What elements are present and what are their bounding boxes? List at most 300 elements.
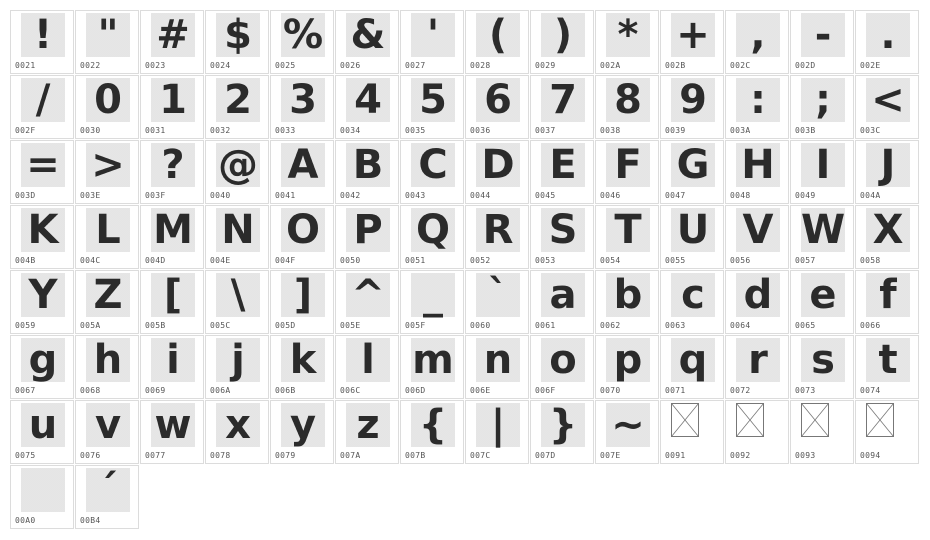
- glyph-cell[interactable]: [400, 335, 464, 399]
- glyph-preview: [346, 78, 390, 122]
- glyph-code: 003D: [15, 191, 36, 200]
- glyph-code: 0021: [15, 61, 36, 70]
- glyph-cell[interactable]: [790, 335, 854, 399]
- glyph-code: 002B: [665, 61, 686, 70]
- glyph-cell[interactable]: [725, 400, 789, 464]
- glyph-char: Z: [93, 272, 123, 318]
- glyph-preview: [151, 143, 195, 187]
- glyph-preview: [736, 338, 780, 382]
- glyph-code: 0056: [730, 256, 751, 265]
- glyph-cell[interactable]: [75, 270, 139, 334]
- glyph-cell[interactable]: [465, 75, 529, 139]
- glyph-cell[interactable]: [400, 75, 464, 139]
- glyph-cell[interactable]: [10, 140, 74, 204]
- glyph-code: 0025: [275, 61, 296, 70]
- glyph-char: u: [28, 402, 58, 448]
- glyph-cell[interactable]: [465, 10, 529, 74]
- glyph-code: 0040: [210, 191, 231, 200]
- glyph-code: 0044: [470, 191, 491, 200]
- glyph-cell[interactable]: [140, 10, 204, 74]
- glyph-preview: [476, 273, 520, 317]
- glyph-char: l: [361, 337, 375, 383]
- glyph-cell[interactable]: [270, 205, 334, 269]
- glyph-preview: [801, 143, 845, 187]
- glyph-preview: [281, 338, 325, 382]
- glyph-preview: [86, 78, 130, 122]
- glyph-char: X: [872, 207, 904, 253]
- glyph-preview: [86, 468, 130, 512]
- glyph-code: 0051: [405, 256, 426, 265]
- glyph-preview: [606, 403, 650, 447]
- glyph-preview: [866, 143, 910, 187]
- glyph-code: 0053: [535, 256, 556, 265]
- glyph-cell[interactable]: [660, 400, 724, 464]
- glyph-code: 0022: [80, 61, 101, 70]
- glyph-code: 0069: [145, 386, 166, 395]
- glyph-cell[interactable]: [205, 140, 269, 204]
- glyph-cell[interactable]: [595, 205, 659, 269]
- glyph-code: 0073: [795, 386, 816, 395]
- glyph-cell[interactable]: [855, 140, 919, 204]
- glyph-preview: [411, 78, 455, 122]
- glyph-cell[interactable]: [790, 75, 854, 139]
- glyph-cell[interactable]: [140, 140, 204, 204]
- glyph-cell[interactable]: [335, 10, 399, 74]
- glyph-code: 006B: [275, 386, 296, 395]
- glyph-code: 005B: [145, 321, 166, 330]
- glyph-code: 0070: [600, 386, 621, 395]
- glyph-char: <: [871, 77, 905, 123]
- glyph-char: _: [423, 272, 443, 318]
- glyph-preview: [21, 338, 65, 382]
- glyph-preview: [541, 13, 585, 57]
- glyph-code: 0055: [665, 256, 686, 265]
- glyph-preview: [281, 78, 325, 122]
- glyph-preview: [21, 13, 65, 57]
- glyph-code: 0058: [860, 256, 881, 265]
- glyph-preview: [866, 78, 910, 122]
- glyph-preview: [736, 208, 780, 252]
- glyph-cell[interactable]: [140, 270, 204, 334]
- glyph-code: 0027: [405, 61, 426, 70]
- glyph-cell[interactable]: [790, 270, 854, 334]
- glyph-preview: [541, 143, 585, 187]
- glyph-cell[interactable]: [465, 400, 529, 464]
- glyph-code: 002F: [15, 126, 36, 135]
- glyph-cell[interactable]: [530, 335, 594, 399]
- glyph-cell[interactable]: [400, 205, 464, 269]
- glyph-char: p: [613, 337, 643, 383]
- glyph-code: 0094: [860, 451, 881, 460]
- glyph-char: d: [743, 272, 773, 318]
- glyph-cell[interactable]: [270, 75, 334, 139]
- glyph-char: I: [815, 142, 831, 188]
- glyph-char: +: [676, 12, 710, 58]
- glyph-cell[interactable]: [335, 270, 399, 334]
- glyph-char: =: [26, 142, 60, 188]
- glyph-char: ~: [611, 402, 645, 448]
- glyph-cell[interactable]: [595, 10, 659, 74]
- glyph-cell[interactable]: [75, 10, 139, 74]
- glyph-char: 6: [484, 77, 512, 123]
- glyph-code: 0037: [535, 126, 556, 135]
- glyph-cell[interactable]: [10, 270, 74, 334]
- glyph-char: ,: [750, 12, 766, 58]
- glyph-code: 0045: [535, 191, 556, 200]
- glyph-cell[interactable]: [595, 140, 659, 204]
- glyph-code: 0049: [795, 191, 816, 200]
- glyph-char: z: [356, 402, 380, 448]
- glyph-cell[interactable]: [205, 10, 269, 74]
- glyph-code: 0034: [340, 126, 361, 135]
- glyph-cell[interactable]: [10, 10, 74, 74]
- glyph-char: f: [879, 272, 897, 318]
- glyph-cell[interactable]: [140, 335, 204, 399]
- glyph-preview: [541, 273, 585, 317]
- glyph-preview: [86, 273, 130, 317]
- glyph-preview: [606, 273, 650, 317]
- glyph-code: 007E: [600, 451, 621, 460]
- glyph-code: 0032: [210, 126, 231, 135]
- glyph-cell[interactable]: [10, 75, 74, 139]
- glyph-code: 002D: [795, 61, 816, 70]
- glyph-code: 0047: [665, 191, 686, 200]
- glyph-code: 006A: [210, 386, 231, 395]
- glyph-preview: [151, 273, 195, 317]
- glyph-code: 0048: [730, 191, 751, 200]
- glyph-code: 0077: [145, 451, 166, 460]
- glyph-char: g: [28, 337, 58, 383]
- glyph-cell[interactable]: [725, 335, 789, 399]
- glyph-preview: [606, 208, 650, 252]
- glyph-cell[interactable]: [335, 400, 399, 464]
- glyph-cell[interactable]: [660, 335, 724, 399]
- glyph-cell[interactable]: [595, 400, 659, 464]
- glyph-preview: [21, 468, 65, 512]
- glyph-code: 005F: [405, 321, 426, 330]
- glyph-cell[interactable]: [465, 205, 529, 269]
- glyph-cell[interactable]: [465, 140, 529, 204]
- glyph-grid: [10, 10, 920, 530]
- glyph-preview: [281, 13, 325, 57]
- glyph-cell[interactable]: [790, 205, 854, 269]
- glyph-preview: [86, 13, 130, 57]
- glyph-char: $: [224, 12, 252, 58]
- glyph-code: 0050: [340, 256, 361, 265]
- glyph-preview: [411, 143, 455, 187]
- glyph-cell[interactable]: [205, 75, 269, 139]
- glyph-cell[interactable]: [725, 270, 789, 334]
- glyph-preview: [346, 208, 390, 252]
- glyph-preview: [21, 78, 65, 122]
- glyph-cell[interactable]: [10, 400, 74, 464]
- glyph-cell[interactable]: [140, 205, 204, 269]
- glyph-code: 007B: [405, 451, 426, 460]
- glyph-cell[interactable]: [530, 140, 594, 204]
- glyph-preview: [346, 403, 390, 447]
- glyph-char: W: [800, 207, 846, 253]
- glyph-char: 8: [614, 77, 642, 123]
- glyph-code: 0065: [795, 321, 816, 330]
- glyph-cell[interactable]: [660, 140, 724, 204]
- glyph-preview: [151, 338, 195, 382]
- glyph-char: ": [97, 12, 119, 58]
- glyph-preview: [411, 403, 455, 447]
- glyph-cell[interactable]: [335, 140, 399, 204]
- glyph-cell[interactable]: [530, 10, 594, 74]
- glyph-cell[interactable]: [855, 335, 919, 399]
- glyph-preview: [801, 208, 845, 252]
- glyph-cell[interactable]: [855, 75, 919, 139]
- glyph-cell[interactable]: [725, 10, 789, 74]
- glyph-code: 007C: [470, 451, 491, 460]
- glyph-preview: [86, 208, 130, 252]
- glyph-preview: [801, 13, 845, 57]
- glyph-preview: [671, 273, 715, 317]
- glyph-preview: [866, 13, 910, 57]
- glyph-cell[interactable]: [75, 465, 139, 529]
- glyph-code: 004F: [275, 256, 296, 265]
- glyph-code: 0038: [600, 126, 621, 135]
- glyph-cell[interactable]: [660, 75, 724, 139]
- glyph-code: 0042: [340, 191, 361, 200]
- glyph-code: 0067: [15, 386, 36, 395]
- glyph-cell[interactable]: [465, 270, 529, 334]
- glyph-preview: [216, 273, 260, 317]
- glyph-char: ': [426, 12, 440, 58]
- glyph-char: N: [221, 207, 255, 253]
- glyph-preview: [801, 338, 845, 382]
- glyph-code: 0071: [665, 386, 686, 395]
- glyph-preview: [411, 338, 455, 382]
- glyph-cell[interactable]: [400, 270, 464, 334]
- glyph-preview: [216, 403, 260, 447]
- glyph-cell[interactable]: [790, 10, 854, 74]
- glyph-cell[interactable]: [75, 75, 139, 139]
- glyph-preview: [476, 13, 520, 57]
- glyph-cell[interactable]: [10, 335, 74, 399]
- glyph-char: n: [483, 337, 513, 383]
- glyph-preview: [86, 403, 130, 447]
- glyph-cell[interactable]: [530, 270, 594, 334]
- glyph-cell[interactable]: [790, 400, 854, 464]
- glyph-code: 0029: [535, 61, 556, 70]
- glyph-code: 0033: [275, 126, 296, 135]
- glyph-preview: [86, 143, 130, 187]
- glyph-cell[interactable]: [595, 75, 659, 139]
- glyph-char: x: [225, 402, 251, 448]
- glyph-cell[interactable]: [335, 205, 399, 269]
- glyph-cell[interactable]: [465, 335, 529, 399]
- glyph-char: |: [490, 402, 506, 448]
- glyph-cell[interactable]: [725, 205, 789, 269]
- glyph-cell[interactable]: [725, 75, 789, 139]
- glyph-cell[interactable]: [335, 75, 399, 139]
- glyph-cell[interactable]: [205, 335, 269, 399]
- glyph-cell[interactable]: [140, 75, 204, 139]
- glyph-code: 004E: [210, 256, 231, 265]
- glyph-char: y: [289, 402, 317, 448]
- glyph-cell[interactable]: [595, 335, 659, 399]
- glyph-preview: [151, 403, 195, 447]
- missing-glyph-icon: [866, 403, 894, 437]
- glyph-char: v: [94, 402, 122, 448]
- glyph-cell[interactable]: [660, 205, 724, 269]
- glyph-char: J: [880, 142, 896, 188]
- glyph-code: 002E: [860, 61, 881, 70]
- glyph-code: 003E: [80, 191, 101, 200]
- glyph-char: #: [156, 12, 190, 58]
- glyph-preview: [216, 78, 260, 122]
- glyph-code: 007A: [340, 451, 361, 460]
- glyph-cell[interactable]: [660, 10, 724, 74]
- glyph-preview: [346, 143, 390, 187]
- glyph-preview: [541, 338, 585, 382]
- missing-glyph-icon: [671, 403, 699, 437]
- glyph-char: w: [154, 402, 192, 448]
- glyph-code: 0046: [600, 191, 621, 200]
- glyph-cell[interactable]: [270, 400, 334, 464]
- glyph-char: 4: [354, 77, 382, 123]
- glyph-cell[interactable]: [660, 270, 724, 334]
- glyph-char: `: [488, 272, 508, 318]
- glyph-char: e: [809, 272, 837, 318]
- glyph-cell[interactable]: [400, 400, 464, 464]
- glyph-cell[interactable]: [855, 205, 919, 269]
- glyph-char: t: [878, 337, 898, 383]
- glyph-code: 0035: [405, 126, 426, 135]
- glyph-cell[interactable]: [855, 400, 919, 464]
- glyph-cell[interactable]: [205, 270, 269, 334]
- glyph-char: r: [748, 337, 768, 383]
- glyph-char: ^: [351, 272, 385, 318]
- glyph-char: {: [418, 402, 448, 448]
- glyph-code: 0057: [795, 256, 816, 265]
- glyph-cell[interactable]: [205, 205, 269, 269]
- glyph-preview: [736, 143, 780, 187]
- glyph-code: 0076: [80, 451, 101, 460]
- glyph-code: 0078: [210, 451, 231, 460]
- glyph-char: *: [617, 12, 639, 58]
- glyph-char: B: [352, 142, 384, 188]
- glyph-char: [: [163, 272, 183, 318]
- glyph-char: o: [549, 337, 577, 383]
- glyph-cell[interactable]: [790, 140, 854, 204]
- glyph-cell[interactable]: [205, 400, 269, 464]
- glyph-cell[interactable]: [140, 400, 204, 464]
- glyph-preview: [671, 208, 715, 252]
- glyph-char: ): [553, 12, 573, 58]
- glyph-code: 0091: [665, 451, 686, 460]
- glyph-cell[interactable]: [400, 140, 464, 204]
- glyph-code: 006D: [405, 386, 426, 395]
- glyph-cell[interactable]: [75, 335, 139, 399]
- glyph-preview: [606, 13, 650, 57]
- glyph-cell[interactable]: [400, 10, 464, 74]
- glyph-code: 0039: [665, 126, 686, 135]
- glyph-cell[interactable]: [530, 400, 594, 464]
- glyph-cell[interactable]: [335, 335, 399, 399]
- glyph-preview: [736, 78, 780, 122]
- glyph-preview: [151, 13, 195, 57]
- glyph-char: !: [33, 12, 53, 58]
- glyph-code: 0043: [405, 191, 426, 200]
- glyph-cell[interactable]: [595, 270, 659, 334]
- glyph-preview: [216, 13, 260, 57]
- glyph-preview: [346, 13, 390, 57]
- glyph-code: 0030: [80, 126, 101, 135]
- glyph-code: 0023: [145, 61, 166, 70]
- glyph-cell[interactable]: [75, 140, 139, 204]
- glyph-code: 0031: [145, 126, 166, 135]
- glyph-code: 004B: [15, 256, 36, 265]
- glyph-code: 005D: [275, 321, 296, 330]
- glyph-preview: [671, 78, 715, 122]
- glyph-preview: [606, 78, 650, 122]
- glyph-cell[interactable]: [270, 10, 334, 74]
- glyph-code: 003C: [860, 126, 881, 135]
- glyph-cell[interactable]: [75, 400, 139, 464]
- glyph-char: K: [27, 207, 59, 253]
- glyph-char: G: [676, 142, 710, 188]
- glyph-char: h: [93, 337, 123, 383]
- glyph-code: 0059: [15, 321, 36, 330]
- glyph-preview: [216, 208, 260, 252]
- glyph-code: 007D: [535, 451, 556, 460]
- glyph-preview: [21, 143, 65, 187]
- glyph-preview: [21, 403, 65, 447]
- glyph-cell[interactable]: [530, 75, 594, 139]
- glyph-preview: [411, 273, 455, 317]
- glyph-preview: [346, 338, 390, 382]
- glyph-char: 9: [679, 77, 707, 123]
- glyph-preview: [671, 143, 715, 187]
- glyph-char: E: [549, 142, 577, 188]
- glyph-char: q: [678, 337, 708, 383]
- glyph-code: 0036: [470, 126, 491, 135]
- glyph-char: ´: [98, 467, 118, 513]
- glyph-cell[interactable]: [10, 465, 74, 529]
- glyph-preview: [281, 403, 325, 447]
- glyph-cell[interactable]: [270, 140, 334, 204]
- glyph-char: m: [412, 337, 454, 383]
- glyph-code: 0092: [730, 451, 751, 460]
- glyph-char: L: [95, 207, 121, 253]
- glyph-cell[interactable]: [270, 270, 334, 334]
- glyph-cell[interactable]: [725, 140, 789, 204]
- glyph-cell[interactable]: [270, 335, 334, 399]
- glyph-char: ]: [293, 272, 313, 318]
- glyph-char: s: [811, 337, 835, 383]
- glyph-preview: [476, 338, 520, 382]
- glyph-preview: [476, 208, 520, 252]
- glyph-cell[interactable]: [75, 205, 139, 269]
- glyph-preview: [541, 78, 585, 122]
- glyph-cell[interactable]: [855, 270, 919, 334]
- glyph-char: D: [481, 142, 515, 188]
- glyph-char: S: [548, 207, 578, 253]
- glyph-char: -: [814, 12, 832, 58]
- glyph-code: 0074: [860, 386, 881, 395]
- glyph-code: 0066: [860, 321, 881, 330]
- glyph-char: ?: [161, 142, 185, 188]
- glyph-preview: [281, 143, 325, 187]
- glyph-cell[interactable]: [10, 205, 74, 269]
- glyph-cell[interactable]: [855, 10, 919, 74]
- glyph-preview: [866, 208, 910, 252]
- glyph-cell[interactable]: [530, 205, 594, 269]
- glyph-code: 004D: [145, 256, 166, 265]
